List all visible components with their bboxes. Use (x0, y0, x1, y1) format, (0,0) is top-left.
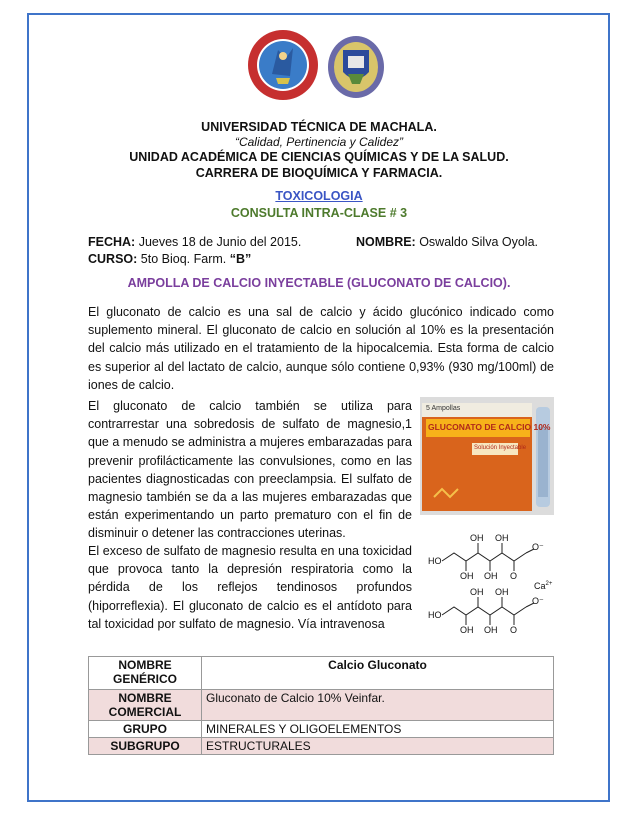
curso-value: 5to Bioq. Farm. (140, 252, 227, 266)
o-label: O (510, 625, 518, 635)
product-title-text: GLUCONATO DE CALCIO 10% (428, 422, 551, 432)
oh-label: OH (495, 533, 509, 543)
oh-label: OH (470, 587, 484, 597)
topic-heading: AMPOLLA DE CALCIO INYECTABLE (GLUCONATO DE CALCIO). (127, 276, 511, 290)
table-row (89, 738, 554, 755)
calcium-label (534, 581, 552, 591)
ho-label: HO (428, 556, 442, 566)
table-row (89, 657, 554, 690)
university-seal-logo (246, 28, 320, 102)
nombre-label: NOMBRE: (356, 235, 416, 249)
consulta-title: CONSULTA INTRA-CLASE # 3 (230, 206, 408, 220)
paragraph-uses: El gluconato de calcio también se utiliza para contrarrestar una sobredosis de sulfato de magnesio,1 que a menudo se administra a mujeres embarazadas para prevenir profilácticamente las convulsiones, como en las pacientes diagnosticadas con preeclampsia. El sulfato de magnesio también se da a las mujeres embarazadas que están experimentando un parto prematuro con el fin de disminuir o detener las contracciones uterinas. (88, 399, 412, 541)
table-label-cell: SUBGRUPO (89, 738, 202, 755)
oh-label: OH (484, 571, 498, 581)
table-value-cell: Calcio Gluconato (202, 657, 554, 690)
ho-label: HO (428, 610, 442, 620)
calcium-symbol: Ca (534, 581, 546, 591)
o-minus-label: O⁻ (532, 596, 544, 606)
nombre-line (356, 235, 538, 249)
nombre-value: Oswaldo Silva Oyola. (419, 235, 539, 249)
career-name: CARRERA DE BIOQUÍMICA Y FARMACIA. (195, 166, 443, 180)
table-row (89, 690, 554, 721)
table-label-cell: NOMBRE GENÉRICO (89, 657, 202, 690)
calcium-gluconate-structure (422, 527, 560, 639)
paragraph-intro: El gluconato de calcio es una sal de calcio y ácido glucónico indicado como suplemento mineral. El gluconato de calcio en solución al 10% es la presentación del calcio más utilizado en el tratamiento de la hipocalcemia. Esta forma de calcio es superior al del lactato de calcio, aunque sólo contiene 0,93% (930 mg/100ml) de iones de calcio. (88, 305, 554, 392)
product-box-drawing (420, 397, 554, 515)
oh-label: OH (460, 625, 474, 635)
table-value-cell: ESTRUCTURALES (202, 738, 554, 755)
curso-line (88, 252, 251, 266)
fecha-value: Jueves 18 de Junio del 2015. (138, 235, 302, 249)
oh-label: OH (460, 571, 474, 581)
product-subtitle-text: Solución Inyectable (474, 445, 527, 451)
table-row (89, 721, 554, 738)
curso-group: “B” (229, 252, 252, 266)
oh-label: OH (495, 587, 509, 597)
curso-label: CURSO: (88, 252, 138, 266)
calcium-charge: 2+ (545, 581, 553, 587)
faculty-shield-logo (326, 34, 386, 100)
university-slogan: “Calidad, Pertinencia y Calidez” (234, 135, 404, 149)
oh-label: OH (484, 625, 498, 635)
product-box-image (420, 397, 554, 515)
logo-area (0, 28, 638, 108)
o-label: O (510, 571, 518, 581)
subject-title: TOXICOLOGIA (275, 189, 363, 203)
product-brand-text: 5 Ampollas (426, 405, 461, 412)
table-label-cell: GRUPO (89, 721, 202, 738)
paragraph-toxicity: El exceso de sulfato de magnesio resulta en una toxicidad que provoca tanto la depresión respiratoria como la pérdida de los reflejos tendinosos profundos (hiporreflexia). El gluconato de calcio es el antídoto para tal toxicidad por sulfato de magnesio. Vía intravenosa (88, 544, 412, 631)
fecha-line (88, 235, 301, 249)
drug-info-table (88, 656, 554, 755)
table-value-cell: Gluconato de Calcio 10% Veinfar. (202, 690, 554, 721)
fecha-label: FECHA: (88, 235, 136, 249)
oh-label: OH (470, 533, 484, 543)
academic-unit: UNIDAD ACADÉMICA DE CIENCIAS QUÍMICAS Y DE LA SALUD. (129, 150, 509, 164)
university-name: UNIVERSIDAD TÉCNICA DE MACHALA. (201, 120, 437, 134)
table-label-cell: NOMBRE COMERCIAL (89, 690, 202, 721)
table-value-cell: MINERALES Y OLIGOELEMENTOS (202, 721, 554, 738)
o-minus-label: O⁻ (532, 542, 544, 552)
